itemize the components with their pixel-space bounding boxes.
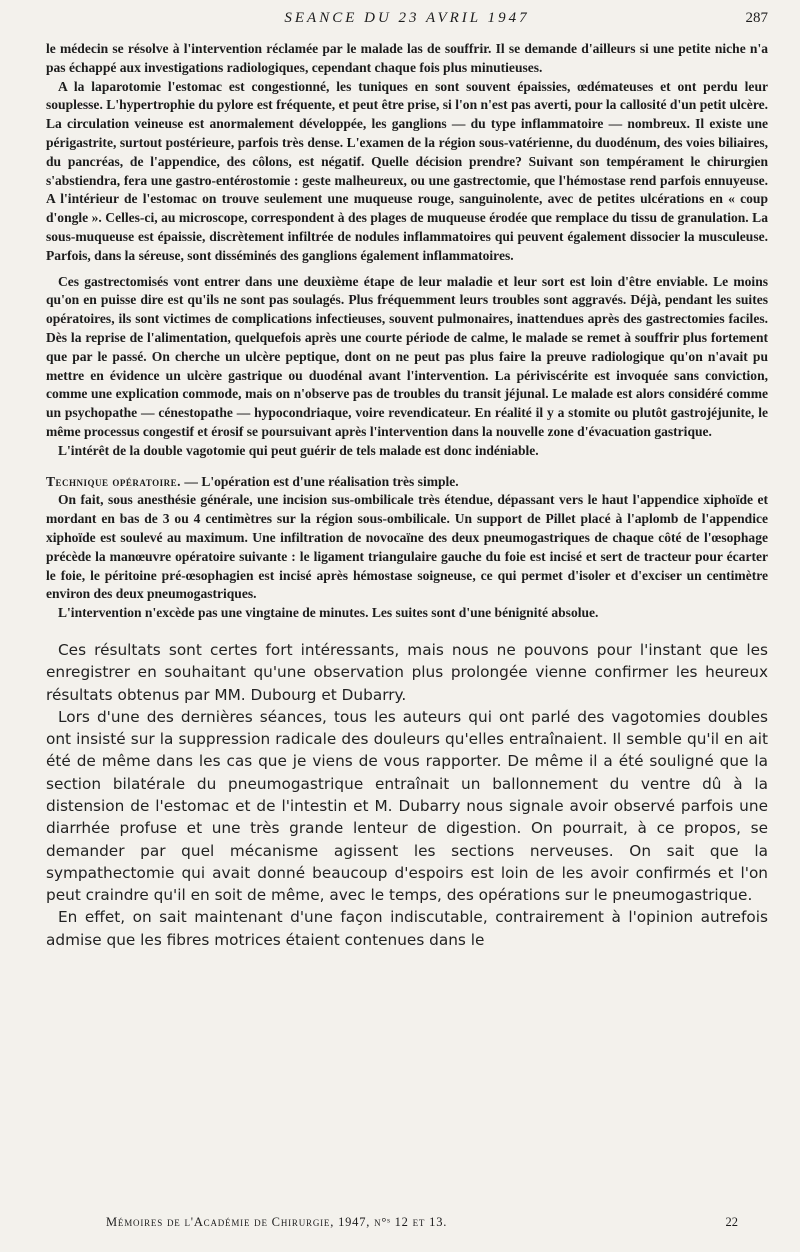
paragraph: A la laparotomie l'estomac est congestionné, les tuniques en sont souvent épaissies, œdémateuses et ont perdu leur souplesse. L'hypertrophie du pylore est fréquente, et peut être prise, si l'on n'est pas averti, pour la callosité d'un petit ulcère. La circulation veineuse est anormalement développée, les ganglions — du type inflammatoire — nombreux. Il existe une périgastrite, surtout postérieure, parfois très dense. L'examen de la région sous-vatérienne, du duodénum, des voies biliaires, du pancréas, de l'appendice, des côlons, est négatif. Quelle décision prendre? Suivant son tempérament le chirurgien s'abstiendra, fera une gastro-entérostomie : geste malheureux, ou une gastrectomie, que l'hémostase rend parfois ennuyeuse. A l'intérieur de l'estomac on trouve seulement une muqueuse rouge, sanguinolente, avec de petites ulcérations en « coup d'ongle ». Celles-ci, au microscope, correspondent à des plages de muqueuse érodée que remplace du tissu de granulation. La sous-muqueuse est épaissie, discrètement infiltrée de nodules inflammatoires qui peuvent également dissocier la musculeuse. Parfois, dans la séreuse, sont disséminés des ganglions également inflammatoires. [46,78,768,263]
small-print-section [46,40,768,623]
page-number: 287 [745,10,768,26]
document-page [46,10,768,1242]
page-footer [46,1215,768,1230]
paragraph: le médecin se résolve à l'intervention réclamée par le malade las de souffrir. Il se demande d'ailleurs si une petite niche n'a pas échappé aux investigations radiologiques, cependant chaque fois plus minutieuses. [46,41,768,75]
technique-text: — L'opération est d'une réalisation très simple. [181,473,459,489]
technique-paragraph [46,473,768,492]
paragraph: L'intérêt de la double vagotomie qui peut guérir de tels malade est donc indéniable. [58,442,539,458]
paragraph: Ces résultats sont certes fort intéressants, mais nous ne pouvons pour l'instant que les enregistrer en souhaitant qu'une observation plus prolongée vienne confirmer les heureux résultats obtenus par MM. Dubourg et Dubarry. [46,640,768,704]
technique-heading: Technique opératoire. [46,473,181,489]
paragraph: Lors d'une des dernières séances, tous les auteurs qui ont parlé des vagotomies doubles ont insisté sur la suppression radicale des douleurs qu'elles entraînaient. Il semble qu'il en ait été de même dans les cas que je viens de vous rapporter. De même il a été souligné que la section bilatérale du pneumogastrique entraînait un ballonnement du ventre dû à la distension de l'estomac et de l'intestin et M. Dubarry nous signale avoir observé parfois une diarrhée profuse et une très grande lenteur de digestion. On pourrait, à ce propos, se demander par quel mécanisme agissent les sections nerveuses. On sait que la sympathectomie qui avait donné beaucoup d'espoirs est loin de les avoir confirmés et l'on peut craindre qu'il en soit de même, avec le temps, des opérations sur le pneumogastrique. [46,707,768,905]
running-header [46,10,768,40]
paragraph: L'intervention n'excède pas une vingtaine de minutes. Les suites sont d'une bénignité absolue. [58,605,599,621]
paragraph: En effet, on sait maintenant d'une façon indiscutable, contrairement à l'opinion autrefois admise que les fibres motrices étaient contenues dans le [46,908,768,949]
paragraph: On fait, sous anesthésie générale, une incision sus-ombilicale très étendue, dépassant vers le haut l'appendice xiphoïde et mordant en bas de 3 ou 4 centimètres sur la région sous-ombilicale. Un support de Pillet placé à l'aplomb de l'appendice xiphoïde est soulevé au maximum. Une infiltration de novocaïne des deux pneumogastriques de chaque côté de l'œsophage précède la manœuvre opératoire suivante : le ligament triangulaire gauche du foie est incisé et sert de tracteur pour écarter le foie, le péritoine pré-œsophagien est incisé après hémostase soigneuse, ce qui permet d'isoler et d'exciser un centimètre environ des deux pneumogastriques. [46,492,768,602]
header-title: SEANCE DU 23 AVRIL 1947 [284,10,530,26]
footer-citation: Mémoires de l'Académie de Chirurgie, 1947, n°ˢ 12 et 13. [106,1215,448,1229]
paragraph: Ces gastrectomisés vont entrer dans une deuxième étape de leur maladie et leur sort est loin d'être enviable. Le moins qu'on en puisse dire est qu'ils ne sont pas soulagés. Plus fréquemment leurs troubles sont aggravés. Déjà, pendant les suites opératoires, ils sont victimes de complications infectieuses, souvent pulmonaires, inattendues après des gastrectomies faciles. Dès la reprise de l'alimentation, quelquefois après une courte période de calme, le malade se remet à souffrir plus fortement que par le passé. On cherche un ulcère peptique, dont on ne peut pas plus faire la preuve radiologique qu'on n'avait pu mettre en évidence un ulcère gastrique ou duodénal avant l'intervention. La périviscérite est invoquée sans conviction, comme une explication commode, mais on n'observe pas de troubles du transit jéjunal. Le malade est alors considéré comme un psychopathe — cénestopathe — hypocondriaque, voire revendicateur. En réalité il y a stomite ou plutôt gastrojéjunite, le même processus congestif et érosif se poursuivant après l'intervention dans la nouvelle zone d'évacuation gastrique. [46,273,768,439]
signature-mark: 22 [725,1215,738,1229]
main-text-section [46,639,768,951]
